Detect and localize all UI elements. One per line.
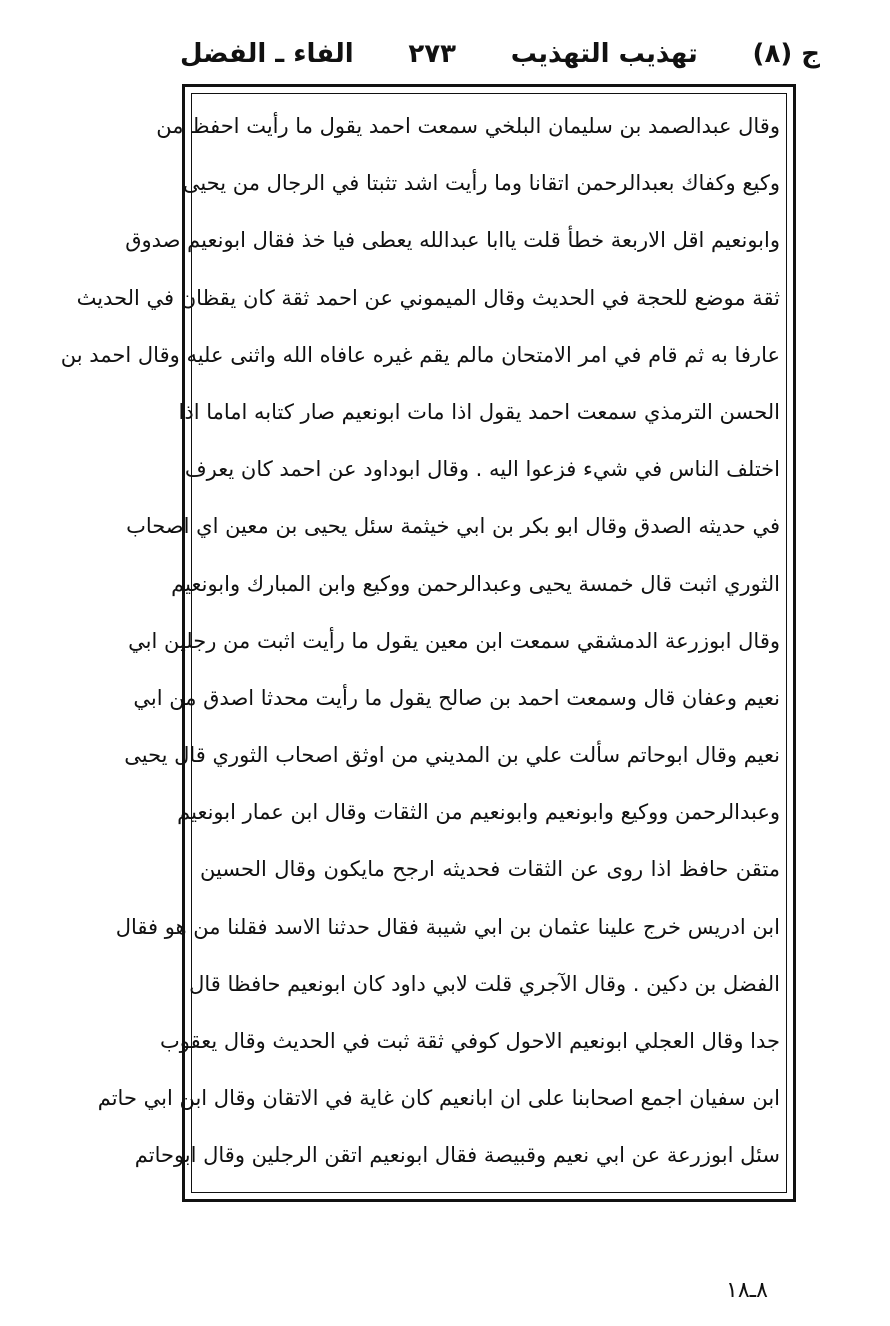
body-line: وابونعيم اقل الاربعة خطأ قلت ياابا عبدالله يعطى فيا خذ فقال ابونعيم صدوق: [125, 228, 780, 253]
page-signature: ٨ـ١٨: [726, 1278, 768, 1303]
body-line: سئل ابوزرعة عن ابي نعيم وقبيصة فقال ابونعيم اتقن الرجلين وقال ابوحاتم: [134, 1143, 780, 1168]
body-line: نعيم وقال ابوحاتم سألت علي بن المديني من اوثق اصحاب الثوري قال يحيى: [124, 743, 780, 768]
body-line: الفضل بن دكين . وقال الآجري قلت لابي داود كان ابونعيم حافظا قال: [189, 971, 780, 996]
body-text: [60, 98, 780, 1185]
body-line: ثقة موضع للحجة في الحديث وقال الميموني عن احمد ثقة كان يقظان في الحديث: [76, 285, 780, 310]
body-line: الثوري اثبت قال خمسة يحيى وعبدالرحمن ووكيع وابن المبارك وابونعيم: [171, 571, 780, 596]
body-line: متقن حافظ اذا روى عن الثقات فحديثه ارجح مايكون وقال الحسين: [200, 857, 780, 882]
body-line: نعيم وعفان قال وسمعت احمد بن صالح يقول ما رأيت محدثا اصدق من ابي: [133, 685, 780, 710]
running-header: [180, 28, 820, 80]
body-line: ابن سفيان اجمع اصحابنا على ان ابانعيم كان غاية في الاتقان وقال ابن ابي حاتم: [97, 1086, 780, 1111]
body-line: وكيع وكفاك بعبدالرحمن اتقانا وما رأيت اشد تثبتا في الرجال من يحيى: [182, 171, 780, 196]
volume-label: ج (٨): [752, 39, 820, 69]
body-line: الحسن الترمذي سمعت احمد يقول اذا مات ابونعيم صار كتابه اماما اذا: [178, 399, 780, 424]
body-line: جدا وقال العجلي ابونعيم الاحول كوفي ثقة ثبت في الحديث وقال يعقوب: [160, 1029, 780, 1053]
book-title: تهذيب التهذيب: [510, 39, 698, 69]
body-line: في حديثه الصدق وقال ابو بكر بن ابي خيثمة سئل يحيى بن معين اي اصحاب: [126, 514, 780, 539]
body-line: عارفا به ثم قام في امر الامتحان مالم يقم غيره عافاه الله واثنى عليه وقال احمد بن: [60, 342, 780, 367]
body-line: وعبدالرحمن ووكيع وابونعيم وابونعيم من الثقات وقال ابن عمار ابونعيم: [177, 800, 780, 825]
body-line: اختلف الناس في شيء فزعوا اليه . وقال ابوداود عن احمد كان يعرف: [184, 457, 780, 482]
body-line: ابن ادريس خرج علينا عثمان بن ابي شيبة فقال حدثنا الاسد فقلنا من هو فقال: [115, 914, 780, 939]
body-line: وقال ابوزرعة الدمشقي سمعت ابن معين يقول ما رأيت اثبت من رجلين ابي: [128, 628, 780, 653]
body-line: وقال عبدالصمد بن سليمان البلخي سمعت احمد يقول ما رأيت احفظ من: [156, 114, 780, 138]
section-title: الفاء ـ الفضل: [180, 39, 354, 69]
page-number: ٢٧٣: [408, 39, 457, 69]
